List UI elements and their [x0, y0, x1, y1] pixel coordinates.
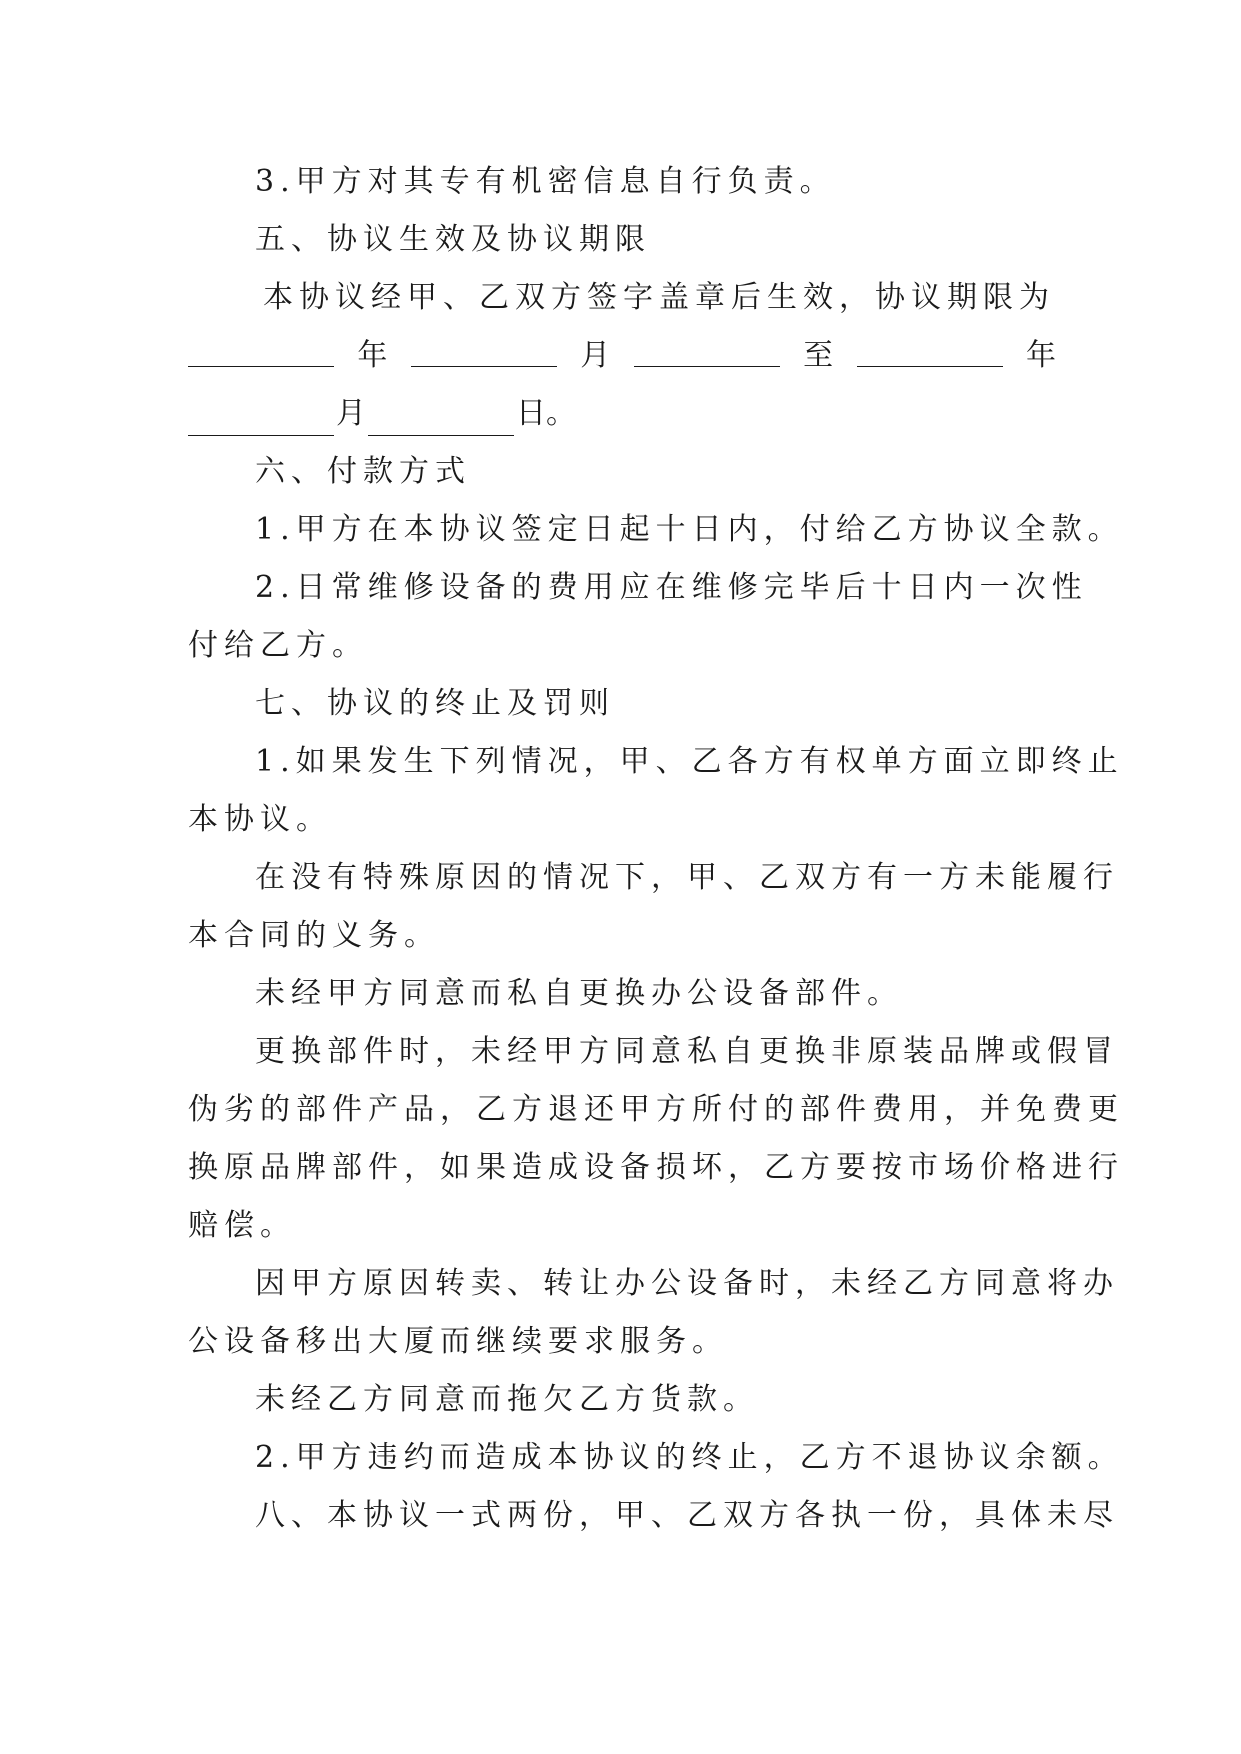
paragraph: 本协议经甲、乙双方签字盖章后生效，协议期限为 [263, 280, 1055, 315]
paragraph: 八、本协议一式两份，甲、乙双方各执一份，具体未尽 [255, 1498, 1119, 1533]
paragraph: 未经甲方同意而私自更换办公设备部件。 [255, 976, 903, 1011]
date-label: 月 [336, 396, 366, 431]
blank-line[interactable] [634, 334, 780, 367]
blank-line[interactable] [188, 403, 334, 436]
paragraph: 1.甲方在本协议签定日起十日内，付给乙方协议全款。 [255, 512, 1124, 547]
paragraph-continuation: 公设备移出大厦而继续要求服务。 [188, 1324, 728, 1359]
paragraph-continuation: 付给乙方。 [188, 628, 368, 663]
paragraph-continuation: 赔偿。 [188, 1208, 296, 1243]
paragraph-continuation: 伪劣的部件产品，乙方退还甲方所付的部件费用，并免费更 [188, 1092, 1124, 1127]
paragraph-continuation: 换原品牌部件，如果造成设备损坏，乙方要按市场价格进行 [188, 1150, 1124, 1185]
date-label: 年 [357, 338, 388, 373]
section-heading-5: 五、协议生效及协议期限 [255, 222, 651, 257]
paragraph: 3.甲方对其专有机密信息自行负责。 [255, 164, 836, 199]
blank-line[interactable] [188, 334, 334, 367]
date-label: 日。 [516, 396, 576, 431]
paragraph: 未经乙方同意而拖欠乙方货款。 [255, 1382, 759, 1417]
paragraph: 2.甲方违约而造成本协议的终止，乙方不退协议余额。 [255, 1440, 1124, 1475]
date-blank-row [188, 392, 1056, 436]
blank-line[interactable] [411, 334, 557, 367]
paragraph-continuation: 本合同的义务。 [188, 918, 440, 953]
section-heading-7: 七、协议的终止及罚则 [255, 686, 615, 721]
paragraph: 1.如果发生下列情况，甲、乙各方有权单方面立即终止 [255, 744, 1124, 779]
date-label: 至 [803, 338, 834, 373]
section-heading-6: 六、付款方式 [255, 454, 471, 489]
blank-line[interactable] [368, 403, 514, 436]
paragraph: 因甲方原因转卖、转让办公设备时，未经乙方同意将办 [255, 1266, 1119, 1301]
paragraph: 更换部件时，未经甲方同意私自更换非原装品牌或假冒 [255, 1034, 1119, 1069]
date-label: 月 [580, 338, 611, 373]
paragraph: 在没有特殊原因的情况下，甲、乙双方有一方未能履行 [255, 860, 1119, 895]
paragraph: 2.日常维修设备的费用应在维修完毕后十日内一次性 [255, 570, 1088, 605]
blank-line[interactable] [857, 334, 1003, 367]
paragraph-continuation: 本协议。 [188, 802, 332, 837]
date-blank-row [188, 334, 1056, 378]
date-label: 年 [1025, 338, 1056, 373]
